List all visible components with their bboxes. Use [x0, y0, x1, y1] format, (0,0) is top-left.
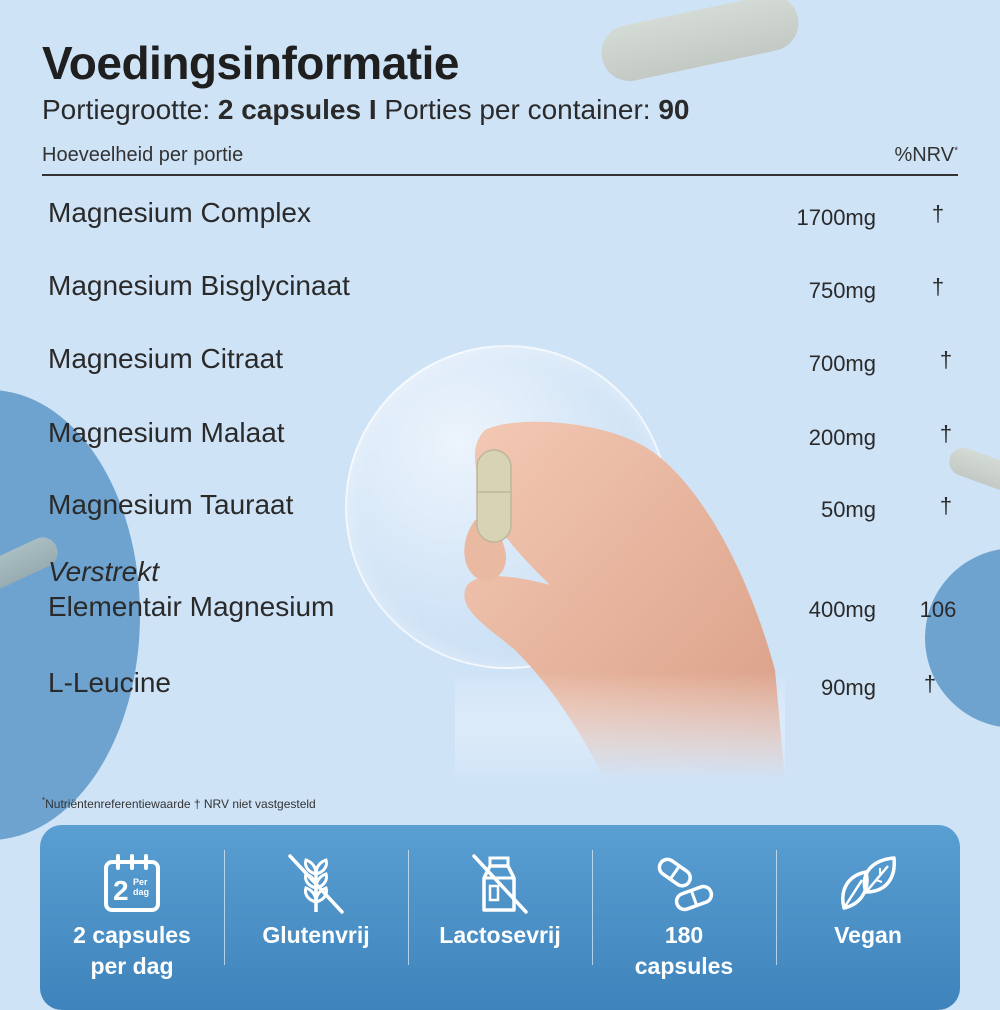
decorative-capsule-top — [596, 0, 803, 86]
table-header — [42, 144, 958, 176]
badge-line1: Glutenvrij — [262, 922, 370, 948]
page-title: Voedingsinformatie — [42, 37, 459, 89]
ingredient-amount: 90mg — [820, 675, 876, 700]
lactose-free-icon — [468, 852, 532, 916]
ingredient-name: Magnesium Malaat — [48, 417, 285, 448]
amount-per-serving-header: Hoeveelheid per portie — [42, 144, 244, 166]
ingredient-nrv: † — [939, 421, 953, 446]
ingredient-amount: 1700mg — [796, 205, 876, 230]
ingredient-nrv: † — [931, 201, 945, 226]
badge-capsule-count — [592, 825, 776, 1010]
ingredient-nrv: † — [939, 493, 953, 518]
servings-per-container-value: 90 — [658, 94, 690, 125]
vegan-leaf-icon — [836, 852, 900, 916]
badge-lactose-free — [408, 825, 592, 1010]
calendar-dag: dag — [133, 887, 150, 897]
decorative-capsule-right — [945, 444, 1000, 494]
calendar-number: 2 — [113, 875, 129, 906]
hand-holding-capsule-image — [455, 420, 785, 780]
footnote — [42, 796, 316, 811]
badge-line1: Vegan — [834, 922, 902, 948]
ingredient-amount: 400mg — [808, 597, 876, 622]
servings-per-container-label: Porties per container: — [384, 94, 659, 125]
gluten-free-icon — [284, 852, 348, 916]
feature-badges-panel — [40, 825, 960, 1010]
ingredient-name: Magnesium Complex — [48, 197, 311, 228]
badge-line2: per dag — [90, 953, 174, 979]
nrv-header — [894, 144, 958, 167]
badge-vegan — [776, 825, 960, 1010]
badge-line1: 2 capsules — [73, 922, 191, 948]
badge-dosage — [40, 825, 224, 1010]
ingredient-name: Magnesium Tauraat — [48, 489, 294, 520]
ingredient-amount: 700mg — [808, 351, 876, 376]
ingredient-prefix: Verstrekt — [48, 556, 159, 587]
badge-gluten-free — [224, 825, 408, 1010]
nrv-header-label: %NRV — [894, 144, 955, 166]
badge-line2: capsules — [634, 953, 734, 979]
footnote-text: Nutriëntenreferentiewaarde † NRV niet vastgesteld — [45, 797, 316, 811]
decorative-circle-right — [925, 548, 1000, 728]
ingredient-amount: 750mg — [808, 278, 876, 303]
badge-label — [776, 920, 960, 951]
serving-size-label: Portiegrootte: — [42, 94, 218, 125]
serving-info — [42, 94, 690, 126]
serving-separator: I — [361, 94, 385, 125]
badge-label — [592, 920, 776, 982]
ingredient-nrv: 106 — [919, 597, 957, 622]
ingredient-name: Elementair Magnesium — [48, 591, 335, 622]
calendar-per: Per — [133, 877, 148, 887]
badge-line1: Lactosevrij — [439, 922, 561, 948]
badge-label — [224, 920, 408, 951]
badge-label — [40, 920, 224, 982]
calendar-icon — [100, 852, 164, 916]
ingredient-nrv: † — [923, 671, 937, 696]
ingredient-nrv: † — [931, 274, 945, 299]
serving-size-value: 2 capsules — [217, 94, 362, 125]
ingredient-amount: 200mg — [808, 425, 876, 450]
footnote-mark: * — [42, 796, 46, 805]
ingredient-name: Magnesium Bisglycinaat — [48, 270, 350, 301]
ingredient-name: Magnesium Citraat — [48, 343, 283, 374]
badge-line1: 180 — [664, 922, 704, 948]
ingredient-nrv: † — [939, 347, 953, 372]
nrv-header-mark: * — [954, 145, 958, 157]
ingredient-name: L-Leucine — [48, 667, 171, 698]
capsules-icon — [652, 852, 716, 916]
badge-label — [408, 920, 592, 951]
ingredient-amount: 50mg — [820, 497, 876, 522]
